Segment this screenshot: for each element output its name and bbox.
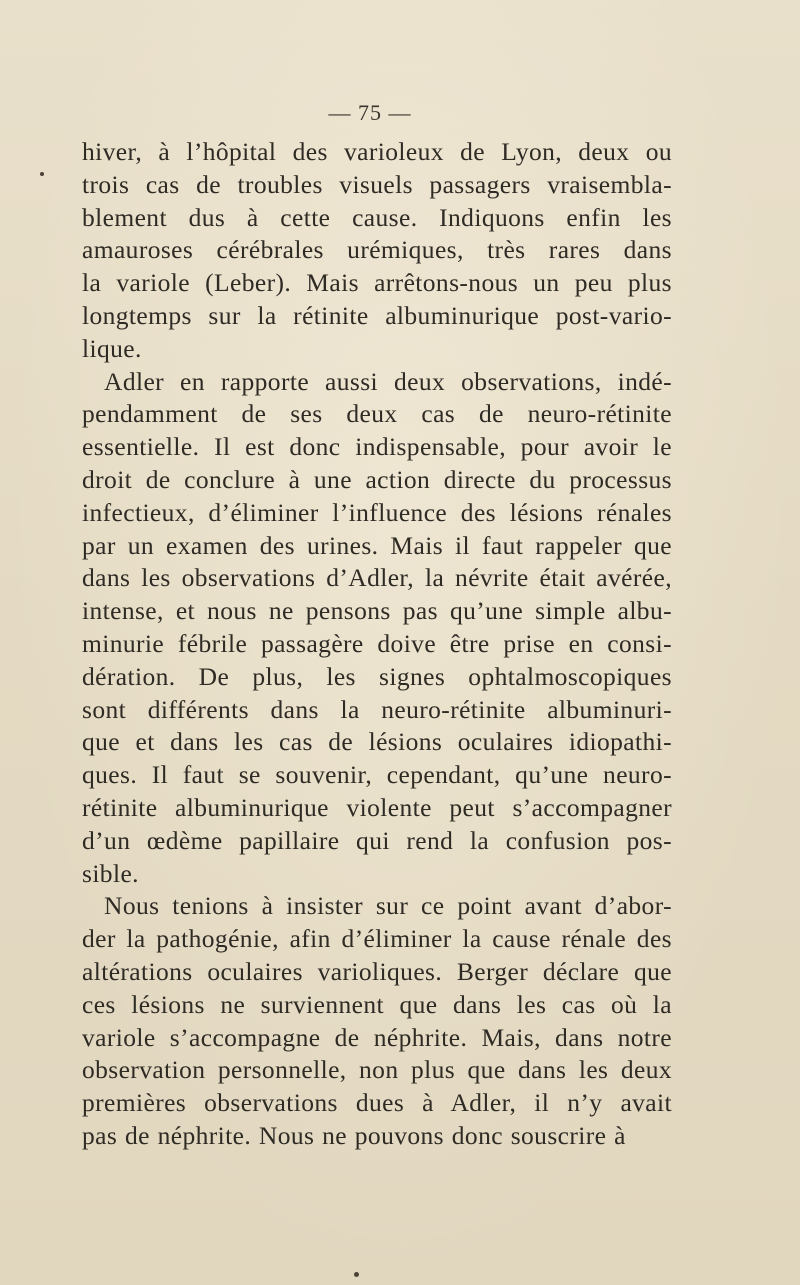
text-line: d’un œdème papillaire qui rend la confusion pos- [82,825,672,855]
text-line: minurie fébrile passagère doive être prise en consi- [82,628,672,658]
text-line: Nous tenions à insister sur ce point avant d’abor- [104,891,672,921]
text-line: Adler en rapporte aussi deux observations, indé- [104,366,672,396]
text-line: observation personnelle, non plus que dans les deux [82,1055,672,1085]
text-line: dération. De plus, les signes ophtalmoscopiques [82,661,672,691]
text-line: pendamment de ses deux cas de neuro-rétinite [82,399,672,429]
text-line: sont différents dans la neuro-rétinite albuminuri- [82,694,672,724]
text-line: amauroses cérébrales urémiques, très rares dans [82,235,672,265]
text-line: rétinite albuminurique violente peut s’accompagner [82,792,672,822]
text-line: ques. Il faut se souvenir, cependant, qu’une neuro- [82,760,672,790]
text-line: dans les observations d’Adler, la névrite était avérée, [82,563,672,593]
paragraph [82,366,672,891]
paragraph [82,136,672,366]
ink-speck [40,172,44,176]
text-line: der la pathogénie, afin d’éliminer la cause rénale des [82,924,672,954]
text-line: premières observations dues à Adler, il n’y avait [82,1088,672,1118]
text-line: la variole (Leber). Mais arrêtons-nous un peu plus [82,268,672,298]
text-line: infectieux, d’éliminer l’influence des lésions rénales [82,497,672,527]
text-line: droit de conclure à une action directe du processus [82,464,672,494]
text-line: trois cas de troubles visuels passagers vraisembla- [82,169,672,199]
body-text [82,136,672,1153]
text-line: essentielle. Il est donc indispensable, pour avoir le [82,432,672,462]
text-line: pas de néphrite. Nous ne pouvons donc souscrire à [82,1120,626,1150]
text-line: altérations oculaires varioliques. Berger déclare que [82,956,672,986]
text-line: que et dans les cas de lésions oculaires idiopathi- [82,727,672,757]
text-line: hiver, à l’hôpital des varioleux de Lyon, deux ou [82,137,672,166]
text-line: blement dus à cette cause. Indiquons enfin les [82,202,672,232]
text-line: sible. [82,858,139,888]
ink-speck [354,1272,359,1277]
paragraph [82,890,672,1152]
text-line: intense, et nous ne pensons pas qu’une simple albu- [82,596,672,626]
text-line: variole s’accompagne de néphrite. Mais, dans notre [82,1022,672,1052]
text-line: lique. [82,333,142,363]
text-line: par un examen des urines. Mais il faut rappeler que [82,530,672,560]
text-line: ces lésions ne surviennent que dans les cas où la [82,989,672,1019]
page-number: — 75 — [328,100,412,125]
text-line: longtemps sur la rétinite albuminurique post-vario- [82,300,672,330]
